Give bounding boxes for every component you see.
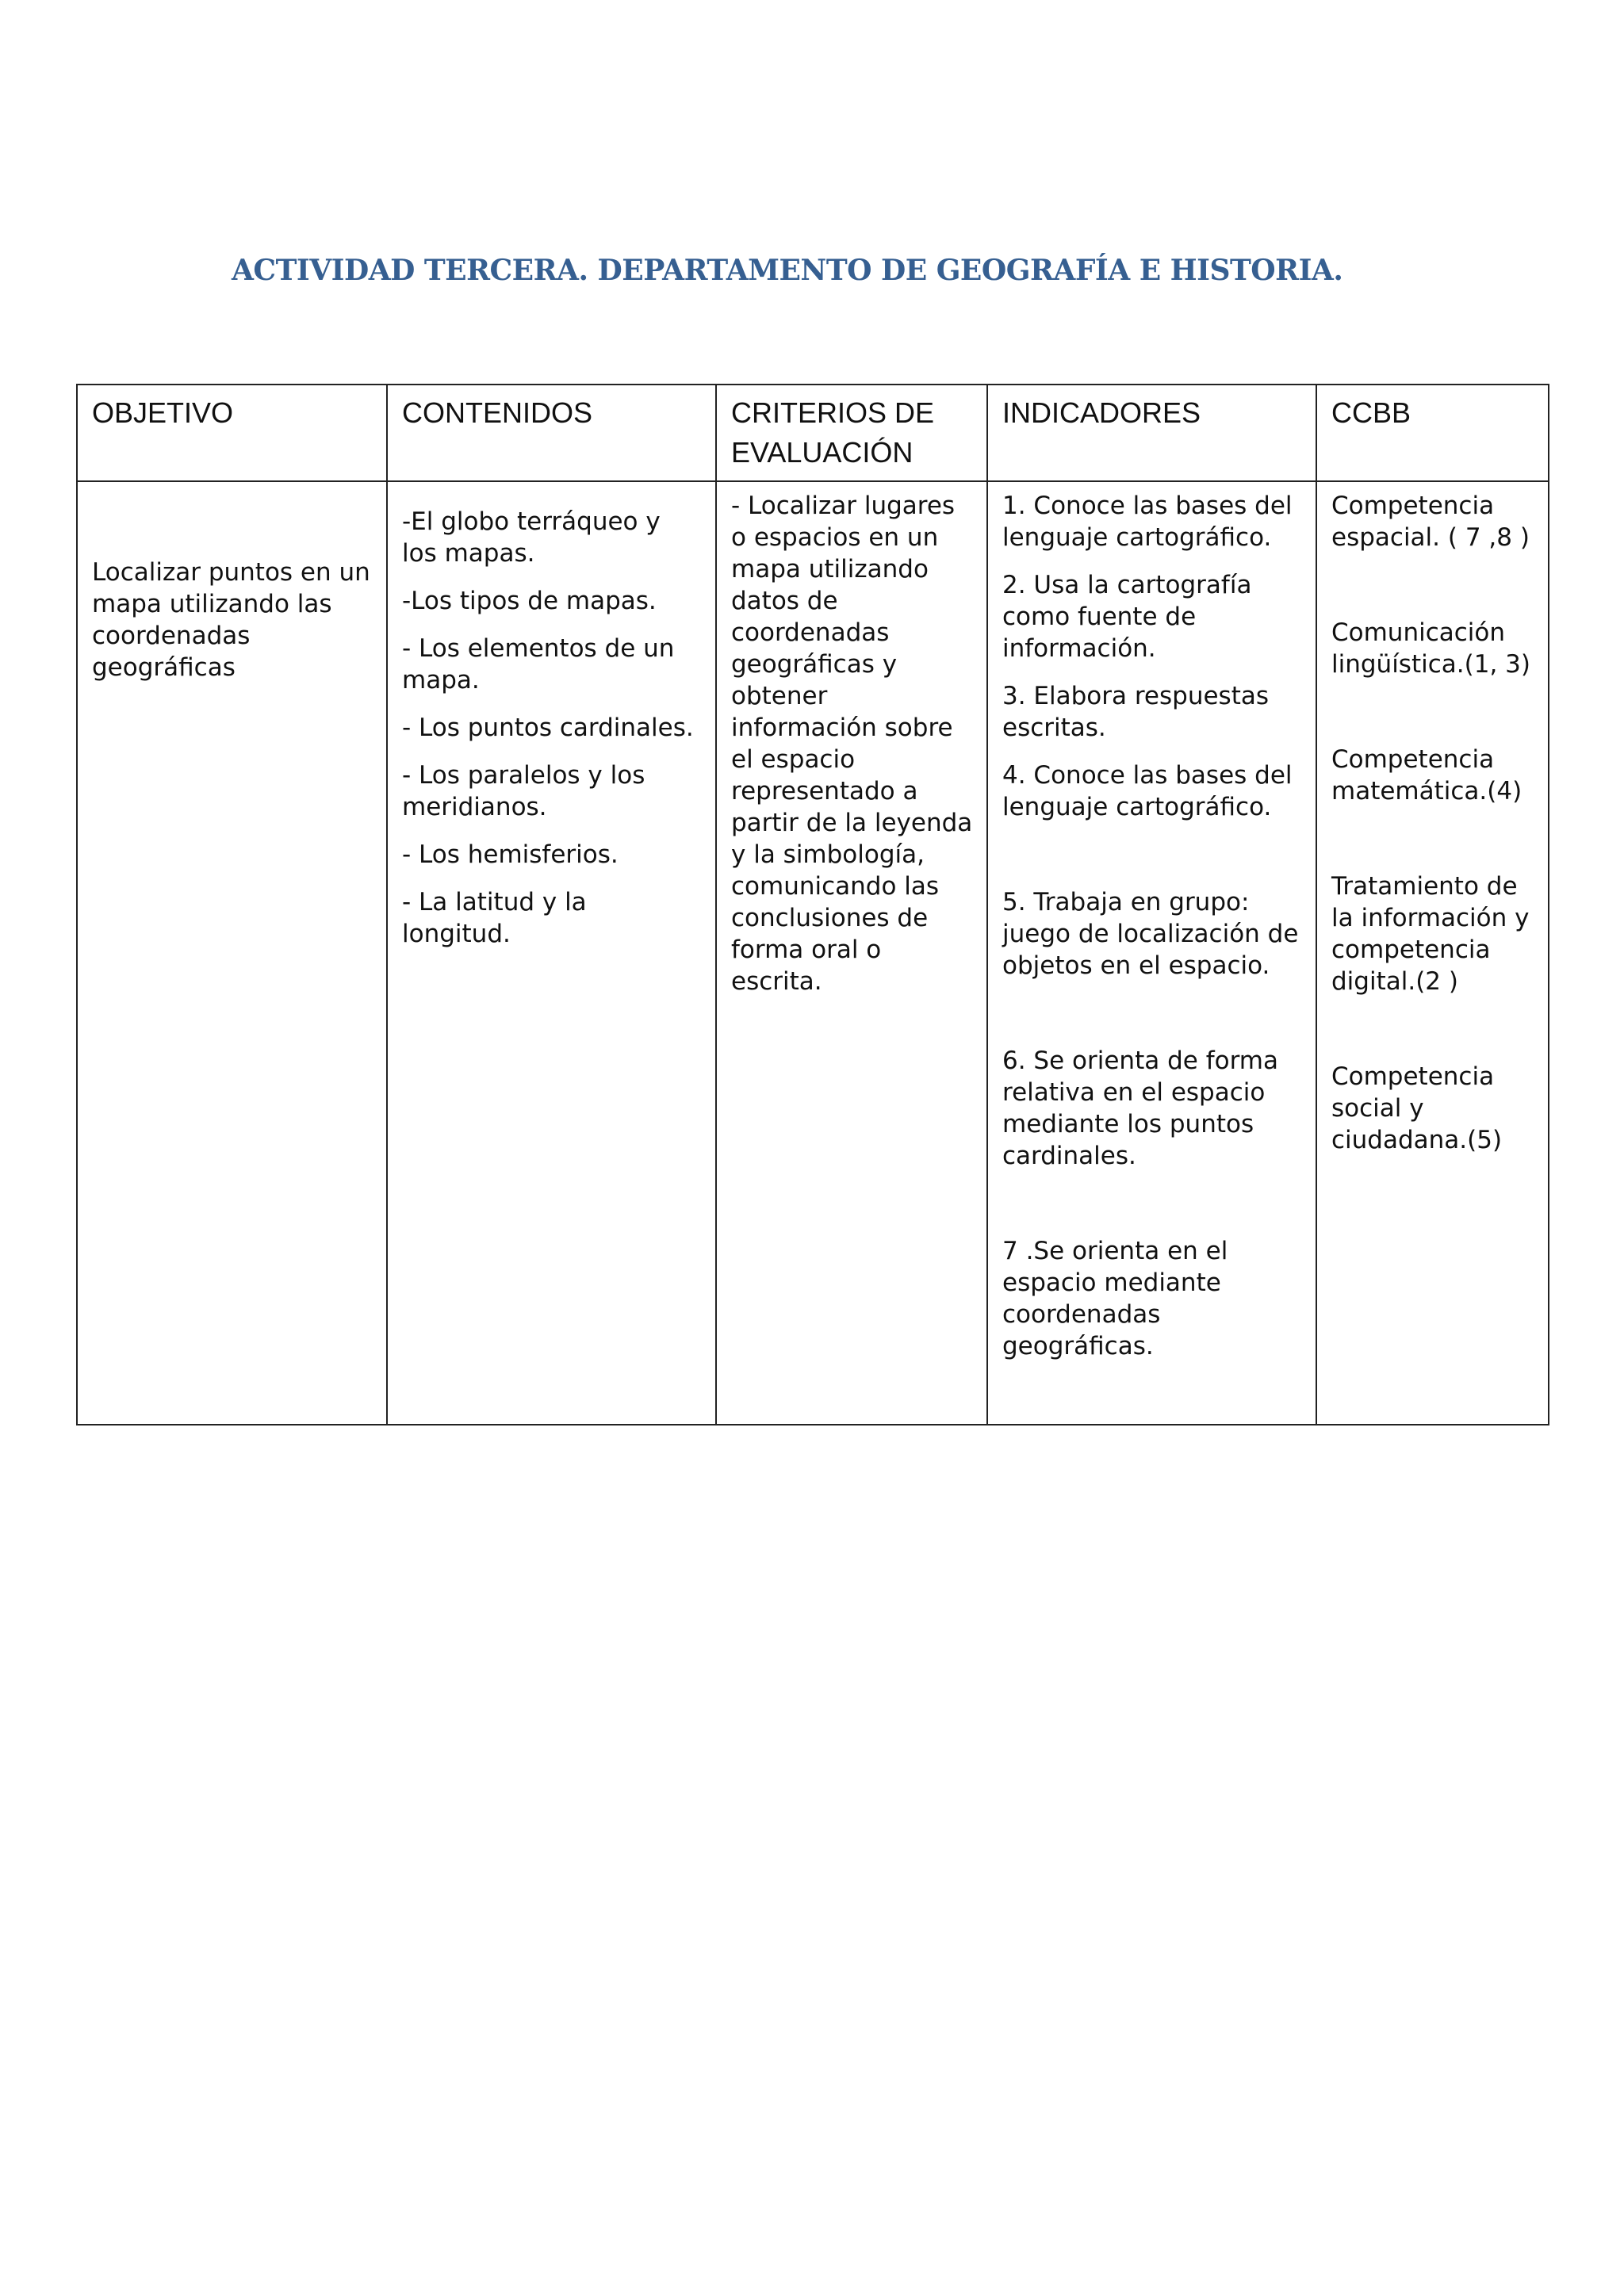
indicador-item: 7 .Se orienta en el espacio mediante coordenadas geográficas.: [1002, 1237, 1228, 1360]
ccbb-item: Competencia espacial. ( 7 ,8 ): [1331, 492, 1530, 552]
ccbb-item: Comunicación lingüística.(1, 3): [1331, 618, 1530, 679]
table-row: [77, 481, 1549, 1425]
page-title: ACTIVIDAD TERCERA. DEPARTAMENTO DE GEOGRAFÍA E HISTORIA.: [232, 254, 1343, 287]
indicador-item: 2. Usa la cartografía como fuente de información.: [1002, 571, 1252, 663]
cell-ccbb: [1316, 481, 1549, 1425]
indicador-item: 5. Trabaja en grupo: juego de localización de objetos en el espacio.: [1002, 888, 1299, 980]
header-contenidos: CONTENIDOS: [387, 385, 716, 481]
contenido-item: - La latitud y la longitud.: [402, 888, 587, 948]
contenido-item: -Los tipos de mapas.: [402, 587, 657, 615]
criterios-text: - Localizar lugares o espacios en un mapa utilizando datos de coordenadas geográficas y obtener información sobre el espacio representado a partir de la leyenda y la simbología, comunicando las conclusiones de forma oral o escrita.: [731, 492, 973, 996]
contenido-item: - Los puntos cardinales.: [402, 714, 694, 742]
indicador-item: 3. Elabora respuestas escritas.: [1002, 682, 1270, 742]
contenido-item: - Los hemisferios.: [402, 840, 619, 869]
header-criterios-line2: EVALUACIÓN: [731, 436, 914, 469]
header-indicadores: INDICADORES: [987, 385, 1316, 481]
table-header-row: [77, 385, 1549, 481]
activity-table: [76, 384, 1549, 1425]
indicador-item: 1. Conoce las bases del lenguaje cartográfico.: [1002, 492, 1293, 552]
indicador-item: 6. Se orienta de forma relativa en el espacio mediante los puntos cardinales.: [1002, 1047, 1278, 1170]
contenido-item: - Los elementos de un mapa.: [402, 634, 675, 695]
indicador-item: 4. Conoce las bases del lenguaje cartográfico.: [1002, 761, 1293, 821]
contenido-item: - Los paralelos y los meridianos.: [402, 761, 645, 821]
header-ccbb: CCBB: [1316, 385, 1549, 481]
cell-objetivo: [77, 481, 387, 1425]
cell-indicadores: [987, 481, 1316, 1425]
contenido-item: -El globo terráqueo y los mapas.: [402, 507, 661, 568]
header-objetivo: OBJETIVO: [77, 385, 387, 481]
ccbb-item: Competencia social y ciudadana.(5): [1331, 1062, 1503, 1154]
cell-criterios: [716, 481, 987, 1425]
cell-contenidos: [387, 481, 716, 1425]
header-criterios-line1: CRITERIOS DE: [731, 396, 935, 429]
ccbb-item: Tratamiento de la información y competencia digital.(2 ): [1331, 872, 1530, 996]
header-criterios: [716, 385, 987, 481]
objetivo-text: Localizar puntos en un mapa utilizando las coordenadas geográficas: [92, 558, 370, 682]
ccbb-item: Competencia matemática.(4): [1331, 745, 1522, 806]
